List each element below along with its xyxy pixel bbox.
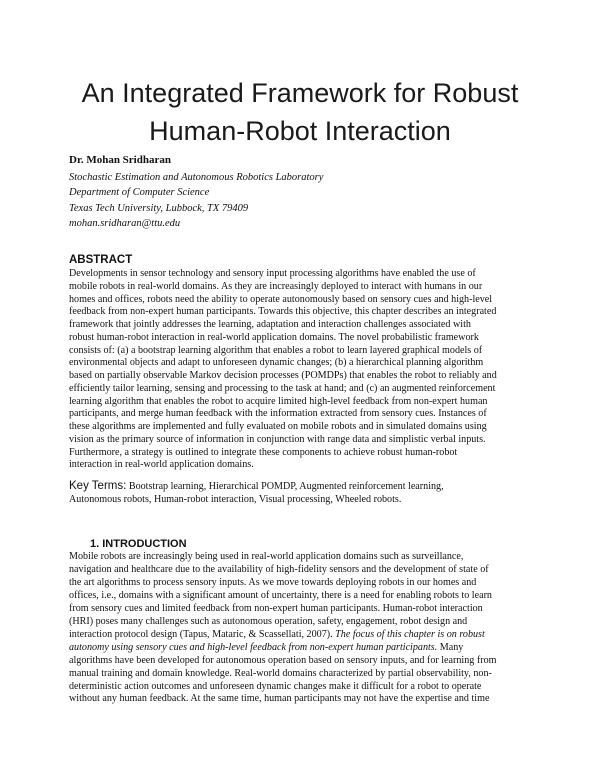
paper-title [40, 74, 560, 150]
abstract-line: Developments in sensor technology and sensory input processing algorithms have enabled the use of [69, 268, 476, 279]
abstract-line: environmental objects and adapt to unforeseen dynamic changes; (b) a hierarchical planning algorithm [69, 357, 484, 369]
intro-line: Mobile robots are increasingly being used in real-world application domains such as surveillance, [69, 551, 464, 562]
author-lab: Stochastic Estimation and Autonomous Robotics Laboratory [69, 171, 324, 183]
author-university: Texas Tech University, Lubbock, TX 79409 [69, 202, 249, 214]
intro-line: without any human feedback. At the same time, human participants may not have the expertise and time [69, 693, 490, 705]
intro-line: the art algorithms to process sensory inputs. As we move towards deploying robots in our homes and [69, 576, 477, 588]
intro-line: manual training and domain knowledge. Real-world domains characterized by partial observability, non- [69, 667, 492, 679]
abstract-line: based on partially observable Markov decision processes (POMDPs) that enables the robot to reliably and [69, 370, 497, 381]
key-terms-label: Key Terms: [69, 480, 127, 492]
abstract-line: consists of: (a) a bootstrap learning algorithm that enables a robot to learn layered graphical models of [69, 344, 483, 356]
abstract-line: Furthermore, a strategy is outlined to integrate these components to achieve robust human-robot [69, 446, 458, 458]
abstract-line: these algorithms are implemented and fully evaluated on mobile robots and in simulated domains using [69, 421, 487, 432]
section-heading-introduction: 1. INTRODUCTION [90, 538, 187, 550]
intro-text-segment: Many [437, 641, 464, 653]
abstract-line: framework that jointly addresses the learning, adaptation and interaction challenges associated with [69, 319, 471, 330]
intro-line: offices, i.e., domains with a significant amount of uncertainty, there is a need for enabling robots to learn [69, 589, 492, 601]
abstract-line: efficiently tailor learning, sensing and processing to the task at hand; and (c) an augmented reinforcement [69, 382, 496, 394]
abstract-line: robust human-robot interaction in real-world application domains. The novel probabilistic framework [69, 331, 479, 343]
abstract-line: vision as the primary source of information in conjunction with range data and simplistic verbal inputs. [69, 433, 486, 445]
abstract-line: participants, and merge human feedback with the information extracted from sensory cues. Instances of [69, 408, 487, 420]
intro-emphasis: The focus of this chapter is on robust [335, 628, 485, 640]
author-name: Dr. Mohan Sridharan [69, 154, 171, 166]
intro-line: (HRI) poses many challenges such as autonomous operation, safety, engagement, robot design and [69, 615, 468, 627]
abstract-line: mobile robots in real-world domains. As they are increasingly deployed to interact with humans in our [69, 280, 483, 292]
author-department: Department of Computer Science [69, 187, 210, 198]
intro-line: algorithms have been developed for autonomous operation based on sensory inputs, and for learning from [69, 654, 497, 666]
abstract-line: interaction in real-world application domains. [69, 459, 254, 471]
key-terms-line-1 [69, 480, 539, 494]
abstract-line: homes and offices, robots need the ability to operate autonomously based on sensory cues and high-level [69, 293, 493, 305]
intro-line [69, 629, 539, 642]
title-line-2: Human-Robot Interaction [149, 116, 451, 146]
intro-line: from sensory cues and limited feedback from non-expert human participants. Human-robot interaction [69, 602, 483, 614]
intro-text-segment: interaction protocol design (Tapus, Mataric, & Scassellati, 2007). [69, 628, 336, 640]
intro-line [69, 642, 539, 655]
intro-line: navigation and healthcare due to the availability of high-fidelity sensors and the development of state of [69, 563, 489, 575]
abstract-body [69, 268, 539, 472]
abstract-line: feedback from non-expert human participants. Towards this objective, this chapter describes an integrated [69, 306, 497, 318]
title-line-1: An Integrated Framework for Robust [81, 78, 519, 108]
key-terms-list-2: Autonomous robots, Human-robot interaction, Visual processing, Wheeled robots. [69, 493, 402, 505]
author-block [69, 153, 539, 232]
introduction-body [69, 551, 539, 706]
author-email: mohan.sridharan@ttu.edu [69, 218, 181, 229]
intro-line: deterministic action outcomes and unforeseen dynamic changes make it difficult for a robot to operate [69, 680, 482, 692]
key-terms [69, 480, 539, 507]
abstract-heading: ABSTRACT [69, 254, 133, 266]
key-terms-list-1: Bootstrap learning, Hierarchical POMDP, Augmented reinforcement learning, [128, 481, 444, 492]
abstract-line: learning algorithm that enables the robot to acquire limited high-level feedback from non-expert human [69, 395, 488, 407]
intro-emphasis: autonomy using sensory cues and high-level feedback from non-expert human participants. [69, 641, 438, 653]
